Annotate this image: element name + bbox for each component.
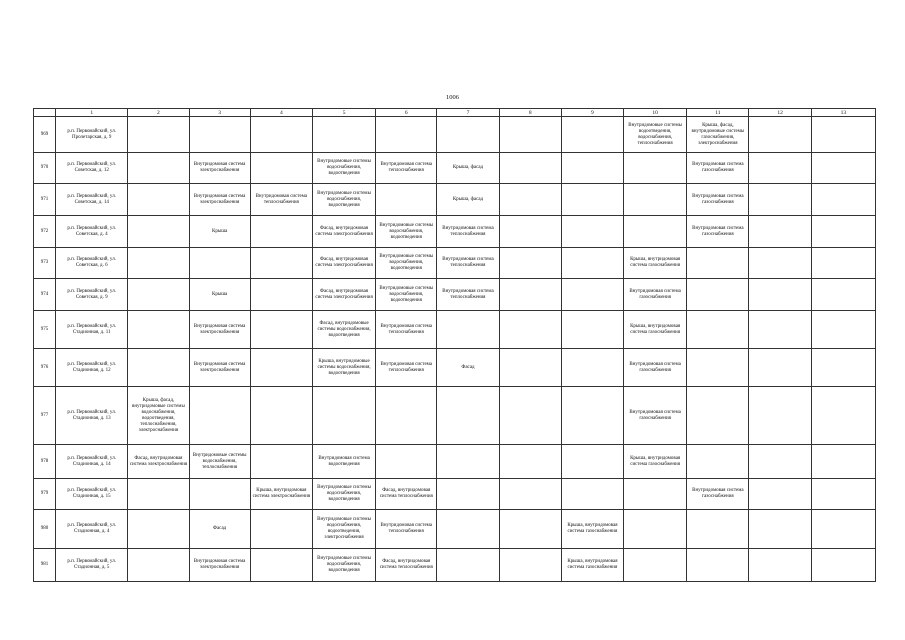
work-cell [250,549,312,582]
work-cell [499,445,561,479]
work-cell [749,184,811,216]
work-cell [128,153,189,184]
work-cell [250,311,312,349]
table-row [34,549,876,582]
work-cell [250,349,312,387]
table-row [34,153,876,184]
work-cell: Внутридомовая система теплоснабжения [250,184,312,216]
work-cell: Внутридомовая система газоснабжения [687,184,749,216]
work-cell: Внутридомовая система теплоснабжения [376,349,437,387]
work-cell [128,349,189,387]
work-cell [811,279,875,311]
work-cell [811,510,875,549]
work-cell [437,549,499,582]
work-cell [687,387,749,445]
work-cell [687,349,749,387]
column-header: 7 [437,109,499,117]
work-cell: Внутридомовая система газоснабжения [687,153,749,184]
table-row [34,216,876,248]
work-cell: Внутридомовые системы водоснабжения, водоотведения [376,248,437,279]
work-cell: Крыша [189,279,250,311]
work-cell: Фасад, внутридомовая система электроснабжения [312,248,375,279]
column-header: 12 [749,109,811,117]
work-cell: Внутридомовая система теплоснабжения [376,153,437,184]
work-cell [499,184,561,216]
work-cell: Внутридомовые системы водоснабжения, водоотведения [376,279,437,311]
work-cell [128,248,189,279]
work-cell: Крыша, внутридомовая система газоснабжения [561,510,623,549]
work-cell [811,549,875,582]
address-cell: р.п. Первомайский, ул. Стадионная, д. 4 [56,510,128,549]
work-cell: Внутридомовая система газоснабжения [624,387,687,445]
address-cell: р.п. Первомайский, ул. Стадионная, д. 11 [56,311,128,349]
work-cell: Фасад, внутридомовая система электроснабжения [312,216,375,248]
work-cell [437,445,499,479]
column-header: 8 [499,109,561,117]
table-row [34,510,876,549]
work-cell [376,387,437,445]
row-number-cell: 971 [34,184,56,216]
work-cell [499,248,561,279]
row-number-cell: 972 [34,216,56,248]
work-cell [749,153,811,184]
column-number-row [34,109,876,117]
row-number-cell: 976 [34,349,56,387]
table-row [34,248,876,279]
row-number-cell: 969 [34,117,56,153]
address-cell: р.п. Первомайский, ул. Стадионная, д. 5 [56,549,128,582]
work-cell [687,445,749,479]
work-cell [189,117,250,153]
work-cell [499,549,561,582]
work-cell [811,117,875,153]
work-cell [561,349,623,387]
table-row [34,311,876,349]
work-cell [437,510,499,549]
work-cell [376,184,437,216]
address-cell: р.п. Первомайский, ул. Советская, д. 14 [56,184,128,216]
work-cell [811,216,875,248]
column-header: 3 [189,109,250,117]
work-cell [749,311,811,349]
row-number-cell: 975 [34,311,56,349]
work-cell: Крыша, внутридомовая система газоснабжения [561,549,623,582]
work-cell [561,184,623,216]
column-header-blank [34,109,56,117]
work-cell [250,153,312,184]
work-cell [749,479,811,510]
work-cell: Внутридомовые системы водоотведения, водоснабжения, теплоснабжения [624,117,687,153]
work-cell: Внутридомовая система теплоснабжения [437,248,499,279]
table-row [34,279,876,311]
work-cell: Крыша, фасад [437,184,499,216]
row-number-cell: 980 [34,510,56,549]
work-cell [749,216,811,248]
work-cell: Внутридомовая система газоснабжения [687,216,749,248]
column-header: 2 [128,109,189,117]
work-cell [128,549,189,582]
work-cell [312,387,375,445]
work-cell [128,479,189,510]
work-cell: Внутридомовая система теплоснабжения [376,510,437,549]
work-cell [437,479,499,510]
work-cell [250,510,312,549]
work-cell: Фасад [437,349,499,387]
work-cell [250,248,312,279]
work-cell: Внутридомовая система теплоснабжения [437,216,499,248]
work-cell: Фасад, внутридомовая система электроснабжения [312,279,375,311]
work-cell: Внутридомовая система газоснабжения [624,279,687,311]
work-cell [499,311,561,349]
work-cell [437,387,499,445]
work-cell [499,387,561,445]
repair-schedule-table [33,108,876,582]
column-header: 1 [56,109,128,117]
work-cell [128,311,189,349]
work-cell: Внутридомовая система электроснабжения [189,311,250,349]
work-cell [128,510,189,549]
work-cell [687,510,749,549]
work-cell [128,216,189,248]
work-cell [376,445,437,479]
work-cell [250,216,312,248]
address-cell: р.п. Первомайский, ул. Советская, д. 6 [56,248,128,279]
work-cell [624,479,687,510]
work-cell: Внутридомовые системы водоснабжения, водоотведения [312,153,375,184]
work-cell [811,387,875,445]
row-number-cell: 973 [34,248,56,279]
work-cell [499,216,561,248]
work-cell [437,311,499,349]
address-cell: р.п. Первомайский, ул. Советская, д. 12 [56,153,128,184]
work-cell [250,387,312,445]
work-cell [561,216,623,248]
row-number-cell: 974 [34,279,56,311]
work-cell [811,479,875,510]
work-cell [561,479,623,510]
work-cell [250,445,312,479]
work-cell [749,445,811,479]
work-cell [250,117,312,153]
work-cell: Фасад, внутридомовая система теплоснабжения [376,549,437,582]
work-cell [624,184,687,216]
work-cell [624,549,687,582]
work-cell: Крыша, внутридомовая система газоснабжения [624,248,687,279]
work-cell [561,387,623,445]
work-cell [561,445,623,479]
work-cell [499,479,561,510]
work-cell: Внутридомовая система электроснабжения [189,549,250,582]
work-cell [749,248,811,279]
column-header: 10 [624,109,687,117]
table-row [34,387,876,445]
work-cell [811,153,875,184]
work-cell: Внутридомовые системы водоснабжения, водоотведения [312,184,375,216]
work-cell: Крыша, фасад, внутридомовые системы газоснабжения, электроснабжения [687,117,749,153]
work-cell: Внутридомовая система электроснабжения [189,184,250,216]
work-cell [749,117,811,153]
column-header: 4 [250,109,312,117]
work-cell [687,248,749,279]
row-number-cell: 977 [34,387,56,445]
work-cell [687,549,749,582]
work-cell [189,248,250,279]
work-cell [499,279,561,311]
table-row [34,479,876,510]
work-cell: Крыша, фасад [437,153,499,184]
work-cell [687,279,749,311]
work-cell [250,279,312,311]
work-cell: Внутридомовые системы водоснабжения, водоотведения, электроснабжения [312,510,375,549]
work-cell [811,349,875,387]
work-cell [811,311,875,349]
work-cell [561,311,623,349]
work-cell [499,153,561,184]
work-cell [561,153,623,184]
work-cell: Внутридомовая система электроснабжения [189,349,250,387]
work-cell: Внутридомовая система газоснабжения [687,479,749,510]
table-row [34,117,876,153]
row-number-cell: 970 [34,153,56,184]
work-cell: Внутридомовые системы водоснабжения, водоотведения [312,479,375,510]
address-cell: р.п. Первомайский, ул. Стадионная, д. 15 [56,479,128,510]
work-cell: Внутридомовые системы водоснабжения, теплоснабжения [189,445,250,479]
work-cell [749,549,811,582]
work-cell [561,117,623,153]
work-cell: Фасад, внутридомовая система электроснабжения [128,445,189,479]
work-cell: Внутридомовые системы водоснабжения, водоотведения [312,549,375,582]
work-cell [749,349,811,387]
column-header: 5 [312,109,375,117]
table-row [34,349,876,387]
row-number-cell: 979 [34,479,56,510]
work-cell [561,248,623,279]
column-header: 6 [376,109,437,117]
work-cell [189,479,250,510]
work-cell [437,117,499,153]
work-cell: Внутридомовые системы водоснабжения, водоотведения [376,216,437,248]
work-cell: Фасад, внутридомовая система теплоснабжения [376,479,437,510]
address-cell: р.п. Первомайский, ул. Стадионная, д. 12 [56,349,128,387]
work-cell [312,117,375,153]
work-cell: Внутридомовая система газоснабжения [624,349,687,387]
column-header: 13 [811,109,875,117]
column-header: 9 [561,109,623,117]
work-cell: Внутридомовая система теплоснабжения [437,279,499,311]
work-cell [189,387,250,445]
address-cell: р.п. Первомайский, ул. Пролетарская, д. 9 [56,117,128,153]
work-cell: Крыша, внутридомовая система газоснабжения [624,445,687,479]
work-cell [561,279,623,311]
work-cell [811,184,875,216]
work-cell [687,311,749,349]
address-cell: р.п. Первомайский, ул. Стадионная, д. 14 [56,445,128,479]
work-cell [749,279,811,311]
table-row [34,445,876,479]
work-cell: Фасад [189,510,250,549]
column-header: 11 [687,109,749,117]
work-cell [376,117,437,153]
work-cell [749,387,811,445]
address-cell: р.п. Первомайский, ул. Советская, д. 4 [56,216,128,248]
work-cell [128,117,189,153]
work-cell [624,510,687,549]
work-cell [128,279,189,311]
work-cell [624,153,687,184]
table-row [34,184,876,216]
address-cell: р.п. Первомайский, ул. Стадионная, д. 13 [56,387,128,445]
work-cell: Крыша, внутридомовая система электроснабжения [250,479,312,510]
work-cell: Крыша, фасад, внутридомовые системы водоснабжения, водоотведения, теплоснабжения, электроснабжения [128,387,189,445]
work-cell [811,445,875,479]
work-cell [624,216,687,248]
work-cell [811,248,875,279]
work-cell: Крыша, внутридомовые системы водоснабжения, водоотведения [312,349,375,387]
page-number: 1006 [446,94,459,101]
work-cell: Крыша [189,216,250,248]
work-cell [499,349,561,387]
work-cell: Крыша, внутридомовая система газоснабжения [624,311,687,349]
work-cell: Внутридомовая система электроснабжения [189,153,250,184]
work-cell: Фасад, внутридомовые системы водоснабжения, водоотведения [312,311,375,349]
work-cell: Внутридомовая система теплоснабжения [376,311,437,349]
work-cell [749,510,811,549]
row-number-cell: 981 [34,549,56,582]
work-cell [499,510,561,549]
work-cell: Внутридомовая система водоотведения [312,445,375,479]
work-cell [499,117,561,153]
address-cell: р.п. Первомайский, ул. Советская, д. 9 [56,279,128,311]
work-cell [128,184,189,216]
row-number-cell: 978 [34,445,56,479]
